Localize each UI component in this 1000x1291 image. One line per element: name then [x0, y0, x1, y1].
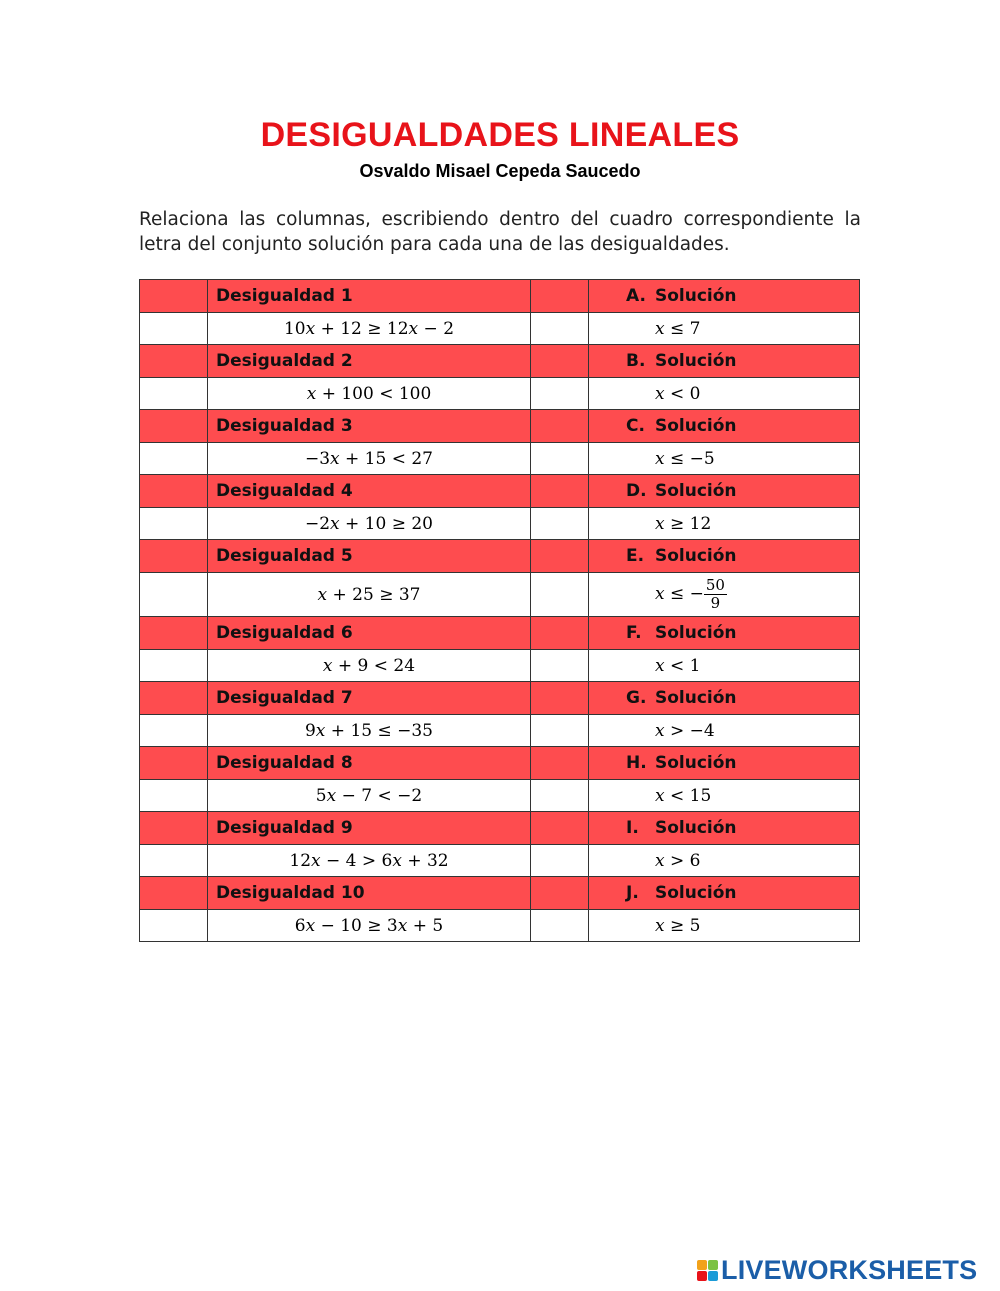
expression-row-5	[140, 573, 860, 617]
inequality-label: Desigualdad 7	[208, 682, 531, 715]
answer-box-blank	[140, 877, 208, 910]
inequality-expression: 10𝑥 + 12 ≥ 12𝑥 − 2	[208, 313, 531, 345]
solution-label	[589, 280, 860, 313]
header-row-7	[140, 682, 860, 715]
answer-box[interactable]	[140, 508, 208, 540]
answer-box-blank	[140, 747, 208, 780]
solution-word: Solución	[655, 286, 737, 306]
solution-label	[589, 475, 860, 508]
inequality-label: Desigualdad 9	[208, 812, 531, 845]
answer-box[interactable]	[140, 780, 208, 812]
expression-row-8	[140, 780, 860, 812]
liveworksheets-logo-icon	[697, 1260, 718, 1281]
spacer-cell	[531, 540, 589, 573]
header-row-5	[140, 540, 860, 573]
solution-expression: 𝑥 ≥ 12	[655, 513, 712, 534]
solution-label	[589, 345, 860, 378]
solution-expression: 𝑥 < 15	[655, 785, 712, 806]
header-row-6	[140, 617, 860, 650]
inequality-expression: 9𝑥 + 15 ≤ −35	[208, 715, 531, 747]
header-row-2	[140, 345, 860, 378]
header-row-3	[140, 410, 860, 443]
spacer-cell	[531, 345, 589, 378]
spacer-cell	[531, 280, 589, 313]
instructions-text: Relaciona las columnas, escribiendo dentro del cuadro correspondiente la letra del conjunto solución para cada una de las desigualdades.	[139, 209, 861, 255]
solution-word: Solución	[655, 351, 737, 371]
inequality-label: Desigualdad 1	[208, 280, 531, 313]
fraction-numerator: 50	[705, 576, 725, 594]
solution-label	[589, 410, 860, 443]
author-name: Osvaldo Misael Cepeda Saucedo	[359, 161, 641, 181]
spacer-cell	[531, 410, 589, 443]
inequality-expression: −3𝑥 + 15 < 27	[208, 443, 531, 475]
solution-word: Solución	[655, 818, 737, 838]
solution-label	[589, 747, 860, 780]
solution-label	[589, 682, 860, 715]
inequality-label: Desigualdad 2	[208, 345, 531, 378]
expression-row-10	[140, 910, 860, 942]
solution-cell	[589, 910, 860, 942]
spacer-cell	[531, 910, 589, 942]
solution-letter: F.	[626, 623, 642, 643]
solution-expression: 𝑥 ≥ 5	[655, 915, 701, 936]
spacer-cell	[531, 475, 589, 508]
matching-table	[139, 279, 860, 942]
inequality-expression: −2𝑥 + 10 ≥ 20	[208, 508, 531, 540]
answer-box-blank	[140, 812, 208, 845]
spacer-cell	[531, 877, 589, 910]
solution-letter: E.	[626, 546, 645, 566]
solution-word: Solución	[655, 688, 737, 708]
solution-cell	[589, 845, 860, 877]
solution-word: Solución	[655, 883, 737, 903]
answer-box-blank	[140, 475, 208, 508]
inequality-expression: 6𝑥 − 10 ≥ 3𝑥 + 5	[208, 910, 531, 942]
answer-box[interactable]	[140, 910, 208, 942]
inequality-label: Desigualdad 4	[208, 475, 531, 508]
inequality-expression: 𝑥 + 25 ≥ 37	[208, 573, 531, 617]
solution-cell	[589, 378, 860, 410]
solution-letter: A.	[626, 286, 646, 306]
spacer-cell	[531, 682, 589, 715]
solution-cell	[589, 573, 860, 617]
answer-box-blank	[140, 540, 208, 573]
spacer-cell	[531, 313, 589, 345]
answer-box-blank	[140, 410, 208, 443]
solution-expression: 𝑥 < 1	[655, 655, 701, 676]
answer-box[interactable]	[140, 715, 208, 747]
header-row-8	[140, 747, 860, 780]
expression-row-7	[140, 715, 860, 747]
spacer-cell	[531, 780, 589, 812]
inequality-expression: 𝑥 + 9 < 24	[208, 650, 531, 682]
solution-word: Solución	[655, 623, 737, 643]
spacer-cell	[531, 747, 589, 780]
solution-letter: D.	[626, 481, 647, 501]
spacer-cell	[531, 573, 589, 617]
expression-row-6	[140, 650, 860, 682]
expression-row-4	[140, 508, 860, 540]
liveworksheets-logo	[697, 1255, 977, 1285]
inequality-expression: 5𝑥 − 7 < −2	[208, 780, 531, 812]
fraction	[704, 577, 727, 612]
solution-cell	[589, 443, 860, 475]
expression-row-9	[140, 845, 860, 877]
solution-cell	[589, 650, 860, 682]
spacer-cell	[531, 443, 589, 475]
solution-letter: B.	[626, 351, 646, 371]
solution-cell	[589, 780, 860, 812]
answer-box[interactable]	[140, 573, 208, 617]
inequality-label: Desigualdad 8	[208, 747, 531, 780]
solution-cell	[589, 715, 860, 747]
spacer-cell	[531, 812, 589, 845]
solution-letter: C.	[626, 416, 645, 436]
solution-prefix: 𝑥 ≤ −	[655, 584, 704, 604]
solution-word: Solución	[655, 546, 737, 566]
solution-letter: G.	[626, 688, 647, 708]
inequality-expression: 𝑥 + 100 < 100	[208, 378, 531, 410]
expression-row-1	[140, 313, 860, 345]
spacer-cell	[531, 650, 589, 682]
solution-label	[589, 617, 860, 650]
solution-label	[589, 812, 860, 845]
solution-expression: 𝑥 ≤ 7	[655, 318, 701, 339]
solution-cell	[589, 313, 860, 345]
solution-word: Solución	[655, 481, 737, 501]
spacer-cell	[531, 845, 589, 877]
inequality-label: Desigualdad 3	[208, 410, 531, 443]
header-row-4	[140, 475, 860, 508]
solution-expression: 𝑥 < 0	[655, 383, 701, 404]
fraction-denominator: 9	[710, 594, 721, 612]
expression-row-2	[140, 378, 860, 410]
spacer-cell	[531, 617, 589, 650]
solution-cell	[589, 508, 860, 540]
solution-word: Solución	[655, 753, 737, 773]
solution-label	[589, 877, 860, 910]
spacer-cell	[531, 715, 589, 747]
spacer-cell	[531, 508, 589, 540]
solution-expression: 𝑥 > 6	[655, 850, 701, 871]
inequality-expression: 12𝑥 − 4 > 6𝑥 + 32	[208, 845, 531, 877]
solution-letter: I.	[626, 818, 639, 838]
answer-box[interactable]	[140, 378, 208, 410]
expression-row-3	[140, 443, 860, 475]
page-title: DESIGUALDADES LINEALES	[260, 116, 740, 154]
answer-box-blank	[140, 345, 208, 378]
answer-box-blank	[140, 682, 208, 715]
solution-label	[589, 540, 860, 573]
solution-letter: H.	[626, 753, 647, 773]
solution-word: Solución	[655, 416, 737, 436]
logo-text: LIVEWORKSHEETS	[721, 1254, 978, 1285]
spacer-cell	[531, 378, 589, 410]
header-row-1	[140, 280, 860, 313]
answer-box-blank	[140, 617, 208, 650]
inequality-label: Desigualdad 5	[208, 540, 531, 573]
solution-letter: J.	[626, 883, 639, 903]
header-row-10	[140, 877, 860, 910]
inequality-label: Desigualdad 6	[208, 617, 531, 650]
answer-box[interactable]	[140, 650, 208, 682]
solution-expression: 𝑥 > −4	[655, 720, 715, 741]
answer-box[interactable]	[140, 845, 208, 877]
header-row-9	[140, 812, 860, 845]
answer-box[interactable]	[140, 443, 208, 475]
inequality-label: Desigualdad 10	[208, 877, 531, 910]
solution-expression: 𝑥 ≤ −5	[655, 448, 715, 469]
answer-box-blank	[140, 280, 208, 313]
answer-box[interactable]	[140, 313, 208, 345]
